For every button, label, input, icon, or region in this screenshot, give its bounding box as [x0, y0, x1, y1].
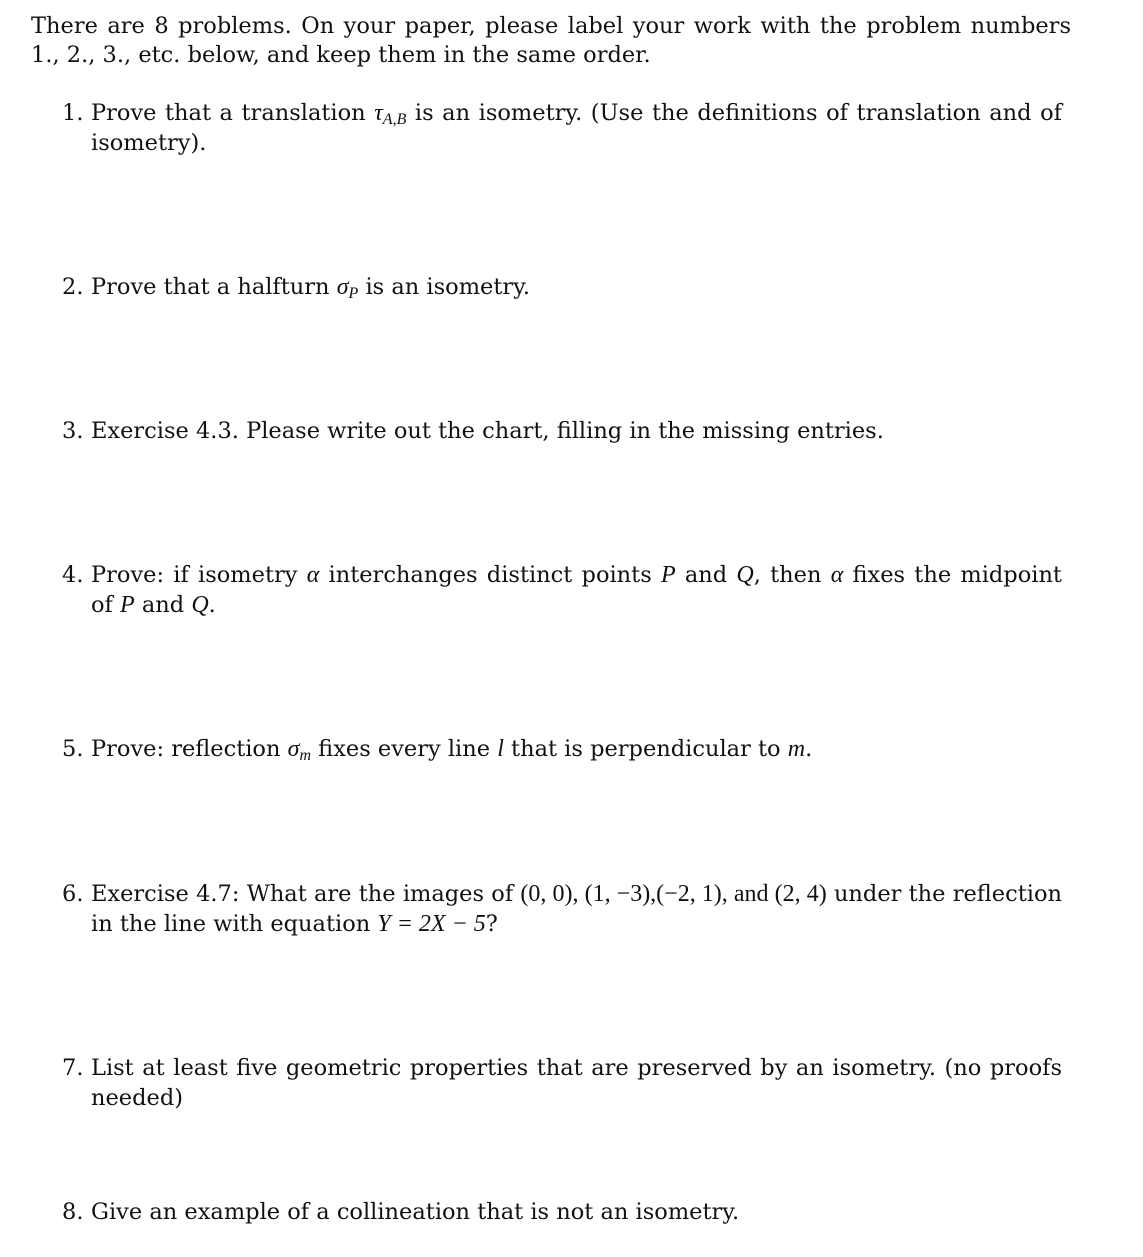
text-segment: fixes the midpoint of	[91, 562, 1062, 618]
problem-text: Give an example of a collineation that is not an isometry.	[91, 1199, 740, 1225]
problem-number: 3.	[62, 418, 84, 444]
math-subscript: A,B	[382, 111, 407, 128]
math-symbol: Q	[191, 592, 209, 618]
math-symbol: σ	[287, 736, 300, 762]
text-segment: Prove that a translation	[91, 100, 375, 126]
problem-number: 7.	[62, 1055, 84, 1081]
problem-text: Exercise 4.3. Please write out the chart, filling in the missing entries.	[91, 418, 884, 444]
problem-number: 6.	[62, 881, 84, 907]
math-symbol: P	[120, 592, 135, 618]
text-segment: and	[675, 562, 737, 588]
text-segment: Prove: reflection	[91, 736, 288, 762]
math-symbol: m	[787, 736, 806, 762]
text-segment: that is perpendicular to	[503, 736, 788, 762]
problem-number: 1.	[62, 100, 84, 126]
problem-number: 2.	[62, 274, 84, 300]
text-segment: ?	[485, 911, 498, 937]
text-segment: Prove that a halfturn	[91, 274, 337, 300]
math-symbol: l	[497, 736, 504, 762]
instructions-paragraph: There are 8 problems. On your paper, please label your work with the problem numbers 1., 2., 3., etc. below, and keep them in the same order.	[31, 13, 1071, 68]
text-segment: .	[208, 592, 216, 618]
problem-4	[62, 560, 1062, 620]
problem-number: 4.	[62, 562, 84, 588]
math-subscript: m	[299, 747, 312, 764]
math-symbol: P	[660, 562, 676, 588]
problem-5	[62, 734, 1062, 764]
problem-text	[91, 98, 1062, 158]
problem-text	[91, 734, 1062, 764]
math-symbol: σ	[336, 274, 349, 300]
problem-1	[62, 98, 1062, 158]
math-subscript: P	[348, 285, 359, 302]
math-symbol: Q	[736, 562, 754, 588]
problem-text	[91, 560, 1062, 620]
text-segment: Prove: if isometry	[91, 562, 307, 588]
text-segment: is an isometry. (Use the definitions of translation and of isometry).	[91, 100, 1062, 156]
text-segment: is an isometry.	[358, 274, 531, 300]
math-symbol: τ	[374, 100, 383, 126]
problem-text	[91, 272, 1062, 302]
problem-6	[62, 879, 1062, 939]
math-symbol: α	[306, 562, 320, 588]
text-segment: , then	[753, 562, 831, 588]
text-segment: and	[134, 592, 192, 618]
text-segment: .	[805, 736, 813, 762]
math-symbol: α	[830, 562, 844, 588]
problem-number: 8.	[62, 1199, 84, 1225]
problem-text: List at least five geometric properties that are preserved by an isometry. (no proofs needed)	[91, 1055, 1062, 1111]
problem-number: 5.	[62, 736, 84, 762]
problem-7	[62, 1053, 1062, 1113]
math-equation: Y = 2X − 5	[377, 911, 486, 937]
math-points: (0, 0), (1, −3),(−2, 1), and (2, 4)	[520, 881, 827, 907]
text-segment: fixes every line	[311, 736, 498, 762]
problem-2	[62, 272, 1062, 302]
text-segment: under the reflection in the line with equation	[91, 881, 1063, 937]
problem-text	[91, 879, 1062, 939]
text-segment: Exercise 4.7: What are the images of	[91, 881, 521, 907]
text-segment: interchanges distinct points	[319, 562, 661, 588]
problem-3	[62, 416, 1062, 446]
problem-8	[62, 1197, 1062, 1227]
